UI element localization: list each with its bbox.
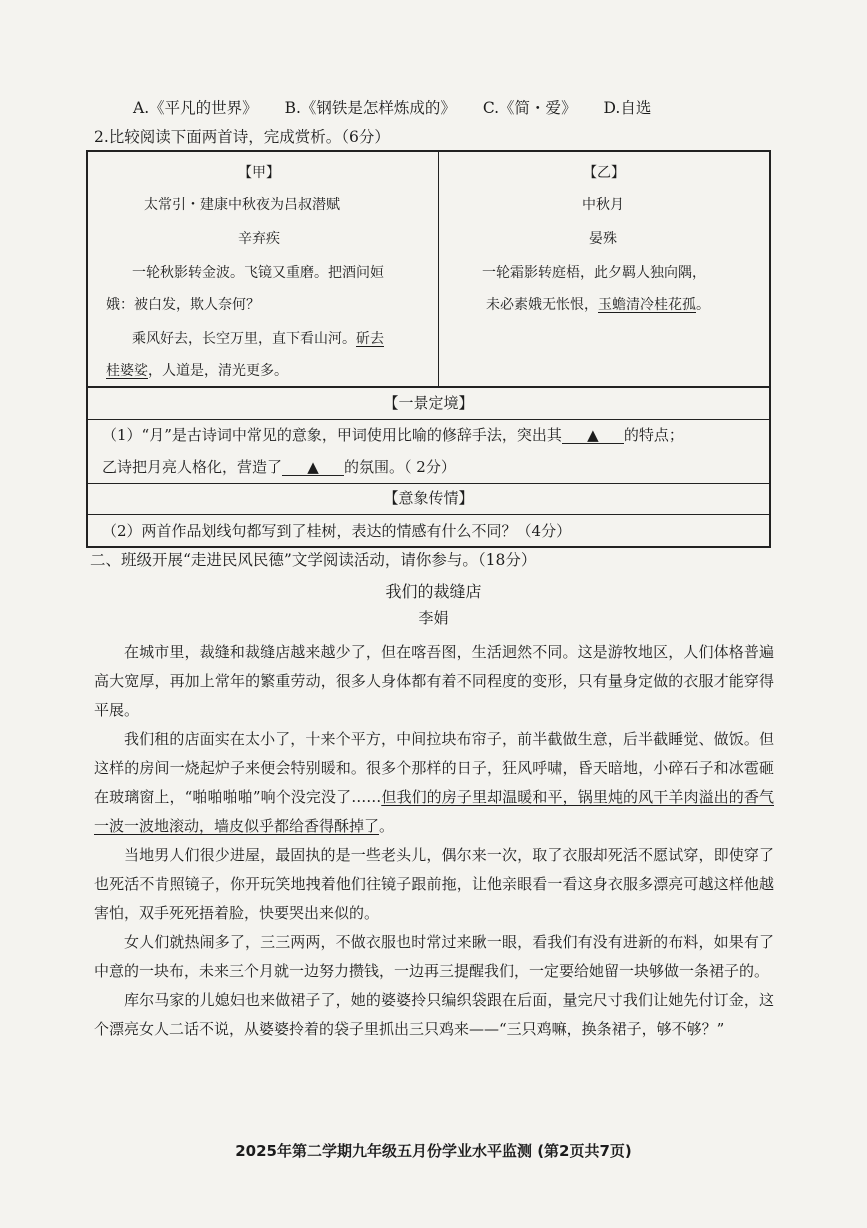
poem-jia-text: 乘风好去，长空万里，直下看山河。 — [132, 331, 356, 347]
analysis-table — [86, 386, 771, 548]
book-options — [133, 96, 671, 118]
part1-question-line1 — [102, 424, 684, 445]
poem-jia-text: ，人道是，清光更多。 — [148, 363, 288, 379]
poem-yi-line: 一轮霜影转庭梧，此夕羁人独向隅， — [482, 265, 706, 281]
poem-jia-underlined: 斫去 — [356, 331, 384, 347]
poem-jia-author: 辛弃疾 — [238, 231, 280, 247]
option-c: C.《简・爱》 — [482, 99, 577, 117]
part2-header: 【意象传情】 — [383, 489, 474, 507]
q1-text: 的氛围。（ 2分） — [344, 458, 456, 476]
poem-yi-title: 中秋月 — [582, 197, 624, 213]
part1-question-line2 — [102, 456, 456, 477]
answer-blank[interactable] — [282, 459, 344, 476]
q1-text: 乙诗把月亮人格化，营造了 — [102, 458, 283, 476]
divider — [88, 419, 769, 420]
paragraph: 库尔马家的儿媳妇也来做裙子了，她的婆婆拎只编织袋跟在后面，量完尺寸我们让她先付订金，这个漂亮女人二话不说，从婆婆拎着的袋子里抓出三只鸡来——“三只鸡嘛，换条裙子，够不够？” — [94, 991, 774, 1038]
poem-jia-tag: 【甲】 — [238, 165, 280, 181]
divider — [88, 514, 769, 515]
q1-text: 的特点； — [623, 426, 684, 444]
poem-jia-line: 一轮秋影转金波。飞镜又重磨。把酒问姮 — [132, 265, 384, 281]
part2-question: （2）两首作品划线句都写到了桂树，表达的情感有什么不同？（4分） — [102, 522, 572, 540]
poem-comparison-table — [86, 150, 771, 388]
underlined-sentence: 但我们的房子里却温暖和平，锅里炖的风干羊肉溢出的香气一波一波地滚动，墙皮似乎都给香得酥掉了 — [94, 788, 774, 835]
poem-yi-underlined: 玉蟾清冷桂花孤 — [598, 297, 696, 313]
article-body — [94, 638, 774, 1044]
section-2-heading: 二、班级开展“走进民风民德”文学阅读活动，请你参与。（18分） — [90, 551, 537, 569]
option-a: A.《平凡的世界》 — [133, 99, 258, 117]
poem-yi-author: 晏殊 — [589, 231, 617, 247]
divider — [88, 483, 769, 484]
part1-header: 【一景定境】 — [383, 394, 474, 412]
article-author: 李娟 — [418, 609, 449, 627]
paragraph: 女人们就热闹多了，三三两两，不做衣服也时常过来瞅一眼，看我们有没有进新的布料，如果有了中意的一块布，未来三个月就一边努力攒钱，一边再三提醒我们，一定要给她留一块够做一条裙子的。 — [94, 933, 774, 980]
q1-text: （1）“月”是古诗词中常见的意象，甲词使用比喻的修辞手法，突出其 — [102, 426, 562, 444]
poem-yi-text: 未必素娥无怅恨， — [486, 297, 598, 313]
paragraph-punct: 。 — [379, 817, 395, 835]
paragraph: 当地男人们很少进屋，最固执的是一些老头儿，偶尔来一次，取了衣服却死活不愿试穿，即使穿了也死活不肯照镜子，你开玩笑地拽着他们往镜子跟前拖，让他亲眼看一看这身衣服多漂亮可越这样他越害怕，双手死死捂着脸，快要哭出来似的。 — [94, 846, 774, 922]
question-2: 2.比较阅读下面两首诗，完成赏析。（6分） — [94, 128, 390, 146]
poem-jia-underlined: 桂婆娑 — [106, 363, 148, 379]
poem-jia-line — [132, 328, 384, 348]
poem-yi-punct: 。 — [696, 297, 710, 313]
poem-jia-title: 太常引・建康中秋夜为吕叔潜赋 — [144, 197, 340, 213]
blank-marker: ▲ — [307, 458, 319, 476]
blank-marker: ▲ — [587, 426, 599, 444]
article-title: 我们的裁缝店 — [385, 582, 482, 601]
table-divider — [438, 152, 439, 386]
poem-yi-line — [486, 294, 710, 314]
poem-jia-line: 娥：被白发，欺人奈何？ — [106, 297, 260, 313]
option-d: D.自选 — [603, 99, 652, 117]
paragraph-text: 我们租的店面实在太小了，十来个平方，中间拉块布帘子，前半截做生意，后半截睡觉、做饭。但这样的房间一烧起炉子来便会特别暖和。很多个那样的日子，狂风呼啸，昏天暗地，小碎石子和冰雹砸在玻璃窗上，“啪啪啪啪”响个没完没了…… — [94, 730, 774, 806]
poem-yi-tag: 【乙】 — [583, 165, 625, 181]
paragraph — [94, 725, 774, 841]
paragraph: 在城市里，裁缝和裁缝店越来越少了，但在喀吾图，生活迥然不同。这是游牧地区，人们体格普遍高大宽厚，再加上常年的繁重劳动，很多人身体都有着不同程度的变形，只有量身定做的衣服才能穿得平展。 — [94, 643, 774, 719]
answer-blank[interactable] — [562, 427, 624, 444]
poem-jia-line — [106, 360, 288, 380]
option-b: B.《钢铁是怎样炼成的》 — [284, 99, 456, 117]
page-footer: 2025年第二学期九年级五月份学业水平监测 (第2页共7页) — [235, 1142, 632, 1160]
